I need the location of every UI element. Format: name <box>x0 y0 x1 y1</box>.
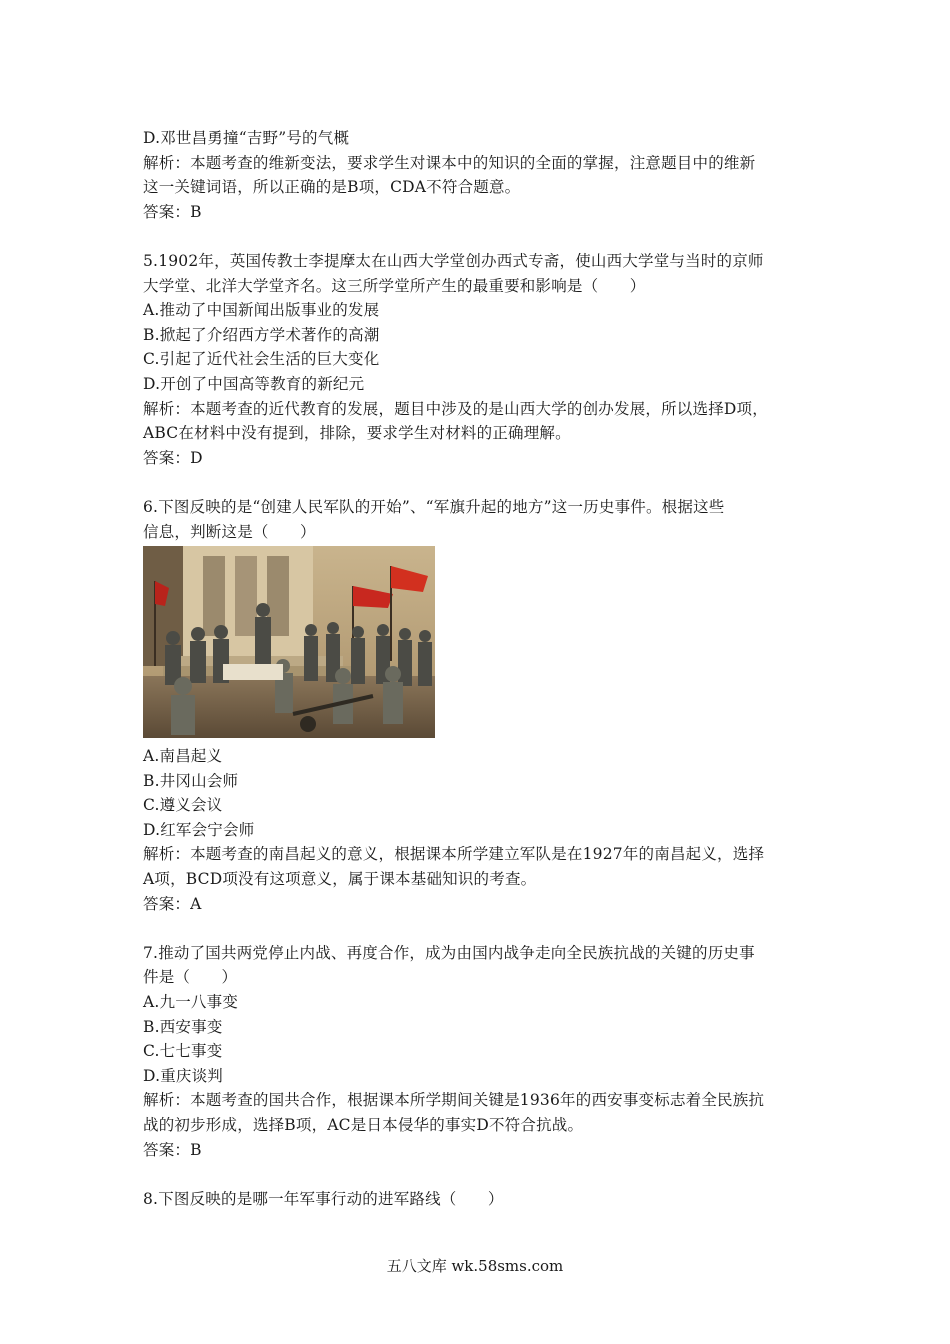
q5-option-c: C.引起了近代社会生活的巨大变化 <box>143 350 380 369</box>
document-content <box>143 126 823 1211</box>
q7-option-b: B.西安事变 <box>143 1017 223 1036</box>
q6-stem-line: 信息，判断这是（ ） <box>143 522 316 541</box>
q4-option-d: D.邓世昌勇撞“吉野”号的气概 <box>143 129 350 147</box>
q7-analysis-line: 战的初步形成，选择B项，AC是日本侵华的事实D不符合抗战。 <box>143 1116 584 1134</box>
q5-stem-line: 大学堂、北洋大学堂齐名。这三所学堂所产生的最重要和影响是（ ） <box>143 276 646 295</box>
q7-option-c: C.七七事变 <box>143 1042 223 1061</box>
q5-stem-line: 5.1902年，英国传教士李提摩太在山西大学堂创办西式专斋，使山西大学堂与当时的京师 <box>143 251 764 270</box>
page-footer: 五八文库 wk.58sms.com <box>386 1257 564 1275</box>
q4-analysis-line: 解析：本题考查的维新变法，要求学生对课本中的知识的全面的掌握，注意题目中的维新 <box>143 153 756 172</box>
q7-stem-line: 7.推动了国共两党停止内战、再度合作，成为由国内战争走向全民族抗战的关键的历史事 <box>143 943 755 962</box>
q8-stem-line: 8.下图反映的是哪一年军事行动的进军路线（ ） <box>143 1189 504 1208</box>
q5-analysis-line: ABC在材料中没有提到，排除，要求学生对材料的正确理解。 <box>143 424 571 443</box>
q5-option-b: B.掀起了介绍西方学术著作的高潮 <box>143 325 380 344</box>
q4-analysis-line: 这一关键词语，所以正确的是B项，CDA不符合题意。 <box>143 178 521 197</box>
q7-option-d: D.重庆谈判 <box>143 1066 224 1085</box>
q6-analysis-line: A项，BCD项没有这项意义，属于课本基础知识的考查。 <box>143 870 537 889</box>
nanchang-uprising-painting <box>143 546 435 738</box>
q6-option-d: D.红军会宁会师 <box>143 820 255 839</box>
q7-answer: 答案：B <box>143 1140 202 1159</box>
q7-analysis-line: 解析：本题考查的国共合作，根据课本所学期间关键是1936年的西安事变标志着全民族抗 <box>143 1091 765 1110</box>
q6-option-b: B.井冈山会师 <box>143 771 239 790</box>
q5-analysis-line: 解析：本题考查的近代教育的发展，题目中涉及的是山西大学的创办发展，所以选择D项， <box>143 399 768 418</box>
q6-stem-line: 6.下图反映的是“创建人民军队的开始”、“军旗升起的地方”这一历史事件。根据这些 <box>143 497 725 516</box>
q5-option-a: A.推动了中国新闻出版事业的发展 <box>143 301 380 320</box>
q6-option-a: A.南昌起义 <box>143 747 223 766</box>
q6-analysis-line: 解析：本题考查的南昌起义的意义，根据课本所学建立军队是在1927年的南昌起义，选择 <box>143 845 765 864</box>
q6-option-c: C.遵义会议 <box>143 796 223 815</box>
q4-answer: 答案：B <box>143 202 202 221</box>
q7-option-a: A.九一八事变 <box>143 993 239 1012</box>
q5-option-d: D.开创了中国高等教育的新纪元 <box>143 374 365 393</box>
q6-answer: 答案：A <box>143 894 202 913</box>
q5-answer: 答案：D <box>143 448 203 467</box>
q7-stem-line: 件是（ ） <box>143 968 238 987</box>
